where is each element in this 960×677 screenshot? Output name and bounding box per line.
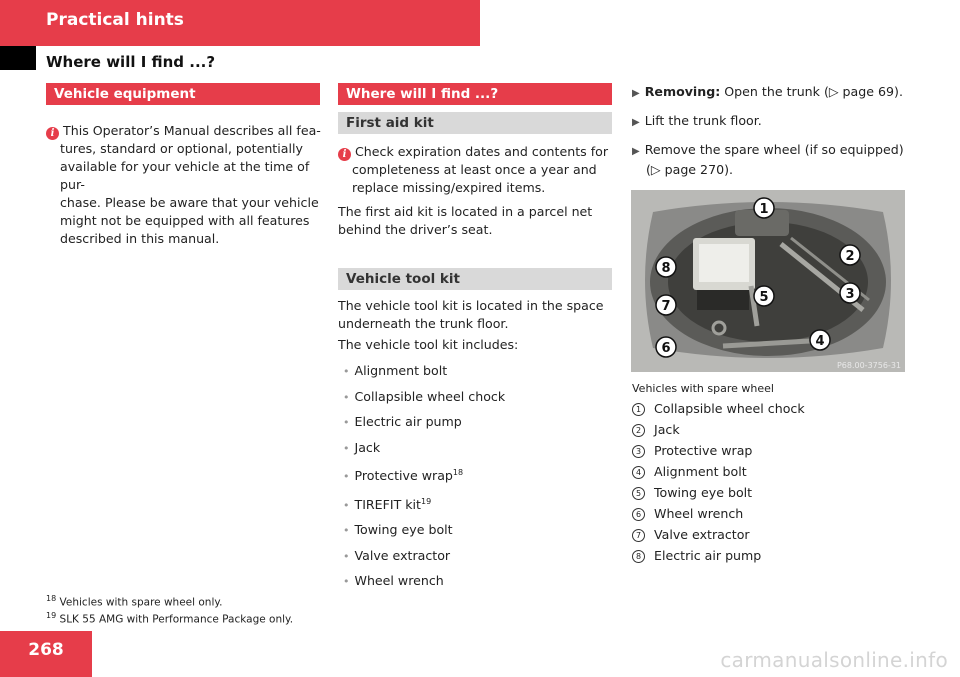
footnote-19: $^{19}$ SLK 55 AMG with Performance Package only.	[46, 611, 294, 626]
step-remove-wheel: ▶ Remove the spare wheel (if so equipped) (▷ page 270).	[632, 141, 932, 179]
list-item: • Wheel wrench	[343, 573, 444, 589]
list-item: • Alignment bolt	[343, 363, 448, 378]
list-item: • Protective wrap$^{18}$	[343, 468, 464, 484]
info-line: tures, standard or optional, potentially	[60, 141, 303, 156]
step-lift-floor: ▶ Lift the trunk floor.	[632, 113, 762, 128]
photo-callout-7: 7	[661, 299, 671, 314]
spare-wheel-photo	[631, 190, 905, 372]
legend-item: 5 Towing eye bolt	[632, 482, 932, 503]
info-line: available for your vehicle at the time of pur-	[60, 159, 310, 192]
info-icon: i	[46, 127, 59, 140]
legend-item: 1 Collapsible wheel chock	[632, 398, 932, 419]
photo-callout-6: 6	[661, 341, 671, 356]
info-line: completeness at least once a year and	[352, 162, 597, 177]
info-icon: i	[338, 148, 351, 161]
page-subtitle: Where will I find ...?	[46, 53, 216, 71]
photo-callout-5: 5	[759, 290, 769, 305]
watermark: carmanualsonline.info	[720, 648, 948, 672]
info-line: chase. Please be aware that your vehicle	[60, 195, 319, 210]
arrow-icon: ▶	[632, 146, 640, 157]
tool-kit-heading: Vehicle tool kit	[338, 268, 612, 290]
vehicle-equipment-info	[46, 122, 336, 248]
section-title: Practical hints	[46, 10, 184, 30]
text-line: The first aid kit is located in a parcel net	[338, 204, 593, 219]
info-line: replace missing/expired items.	[352, 180, 546, 195]
list-item: • Valve extractor	[343, 547, 451, 563]
arrow-icon: ▶	[632, 88, 640, 99]
first-aid-heading: First aid kit	[338, 112, 612, 134]
legend-item: 6 Wheel wrench	[632, 503, 932, 524]
photo-code: P68.00-3756-31	[836, 361, 901, 370]
info-line: i Check expiration dates and contents for	[338, 143, 628, 161]
photo-callout-4: 4	[815, 334, 825, 349]
photo-callout-8: 8	[661, 261, 671, 276]
list-item: • Collapsible wheel chock	[343, 388, 506, 404]
text-line: underneath the trunk floor.	[338, 316, 509, 331]
list-item: • Towing eye bolt	[343, 522, 453, 538]
where-find-heading: Where will I find ...?	[338, 83, 612, 105]
header-marker	[0, 46, 36, 70]
vehicle-equipment-heading: Vehicle equipment	[46, 83, 320, 105]
photo-callout-1: 1	[759, 202, 769, 217]
step-removing: ▶ Removing: Open the trunk (▷ page 69).	[632, 84, 903, 99]
info-line: might not be equipped with all features	[60, 213, 310, 228]
page-number: 268	[28, 640, 64, 660]
list-item: • TIREFIT kit$^{19}$	[343, 496, 432, 512]
tool-kit-intro: The vehicle tool kit includes:	[338, 337, 519, 352]
legend-item: 3 Protective wrap	[632, 440, 932, 461]
text-line: behind the driver’s seat.	[338, 222, 493, 237]
photo-caption: Vehicles with spare wheel	[632, 382, 774, 395]
footnote-18: $^{18}$ Vehicles with spare wheel only.	[46, 594, 223, 609]
photo-legend	[632, 398, 932, 566]
list-item: • Electric air pump	[343, 414, 462, 429]
list-item: • Jack	[343, 439, 381, 455]
first-aid-info	[338, 143, 628, 197]
text-line: The vehicle tool kit is located in the space	[338, 298, 604, 313]
first-aid-location	[338, 203, 628, 239]
tool-kit-list	[343, 359, 613, 595]
photo-callout-3: 3	[845, 287, 855, 302]
arrow-icon: ▶	[632, 117, 640, 128]
info-line: i This Operator’s Manual describes all fea-	[46, 122, 336, 140]
tool-kit-location	[338, 297, 628, 333]
legend-item: 4 Alignment bolt	[632, 461, 932, 482]
photo-callout-2: 2	[845, 249, 855, 264]
legend-item: 8 Electric air pump	[632, 545, 932, 566]
text-line: (▷ page 270).	[646, 162, 734, 177]
info-line: described in this manual.	[60, 231, 220, 246]
legend-item: 7 Valve extractor	[632, 524, 932, 545]
legend-item: 2 Jack	[632, 419, 932, 440]
